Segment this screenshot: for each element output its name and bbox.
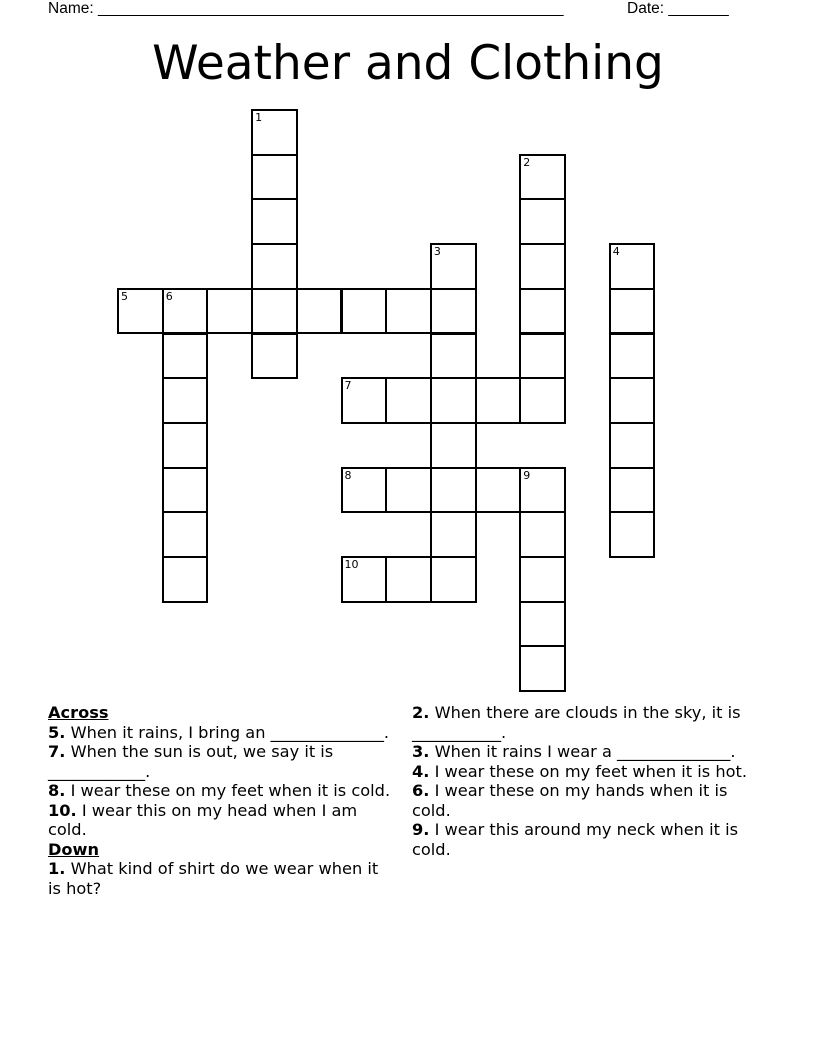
clue-text: What kind of shirt do we wear when it is hot?	[48, 859, 379, 898]
grid-cell[interactable]	[519, 288, 566, 335]
clue-number: 4.	[412, 761, 430, 781]
clue-text: I wear these on my feet when it is hot.	[434, 761, 748, 781]
grid-cell[interactable]	[519, 556, 566, 603]
clue-text: I wear these on my feet when it is cold.	[70, 781, 391, 800]
date-line[interactable]: Date: _______	[627, 0, 729, 17]
clue-number-label: 7	[344, 379, 352, 393]
grid-cell[interactable]	[430, 422, 477, 469]
clue-text: I wear these on my hands when it is cold.	[412, 781, 728, 820]
clues-left-column	[48, 703, 393, 898]
grid-cell[interactable]	[162, 556, 209, 603]
grid-cell[interactable]	[385, 288, 432, 335]
clue-number-label: 8	[344, 468, 352, 482]
grid-cell[interactable]	[341, 556, 388, 603]
clue-down-6	[412, 781, 757, 820]
grid-cell[interactable]	[430, 556, 477, 603]
grid-cell[interactable]	[519, 511, 566, 558]
grid-cell[interactable]	[609, 243, 656, 290]
clue-number-label: 2	[523, 155, 531, 169]
clue-number: 3.	[412, 742, 430, 761]
clue-number: 7.	[48, 742, 66, 761]
clue-down-4	[412, 762, 757, 782]
grid-cell[interactable]	[251, 109, 298, 156]
grid-cell[interactable]	[519, 377, 566, 424]
grid-cell[interactable]	[430, 243, 477, 290]
clue-text: When the sun is out, we say it is ____________.	[48, 742, 334, 781]
clue-number-label: 1	[255, 111, 263, 124]
grid-cell[interactable]	[475, 467, 522, 514]
clue-number: 8.	[48, 781, 66, 800]
grid-cell[interactable]	[430, 288, 477, 335]
grid-cell[interactable]	[341, 377, 388, 424]
clue-down-9	[412, 820, 757, 859]
clue-number: 1.	[48, 859, 66, 878]
down-heading: Down	[48, 839, 100, 859]
grid-cell[interactable]	[609, 422, 656, 469]
clue-number-label: 6	[165, 289, 173, 303]
grid-cell[interactable]	[430, 333, 477, 380]
grid-cell[interactable]	[251, 243, 298, 290]
grid-cell[interactable]	[519, 645, 566, 692]
grid-cell[interactable]	[430, 467, 477, 514]
clue-down-3	[412, 742, 757, 762]
clue-text: I wear this around my neck when it is cold.	[412, 820, 739, 859]
clue-text: When it rains I wear a ______________.	[434, 742, 736, 761]
clue-number: 6.	[412, 781, 430, 800]
grid-cell[interactable]	[430, 511, 477, 558]
clue-down-2	[412, 703, 757, 742]
clue-number: 2.	[412, 703, 430, 722]
grid-cell[interactable]	[341, 288, 388, 335]
clue-across-7	[48, 742, 393, 781]
grid-cell[interactable]	[162, 511, 209, 558]
page-title: Weather and Clothing	[152, 36, 664, 91]
grid-cell[interactable]	[206, 288, 253, 335]
grid-cell[interactable]	[519, 243, 566, 290]
clue-across-5	[48, 723, 393, 743]
clue-text: When there are clouds in the sky, it is ___________.	[412, 703, 741, 742]
grid-cell[interactable]	[385, 556, 432, 603]
grid-cell[interactable]	[519, 601, 566, 648]
grid-cell[interactable]	[385, 377, 432, 424]
clue-number-label: 9	[523, 468, 531, 482]
grid-cell[interactable]	[385, 467, 432, 514]
clue-text: When it rains, I bring an ______________.	[70, 722, 390, 742]
grid-cell[interactable]	[609, 377, 656, 424]
clues-right-column	[412, 703, 757, 859]
clue-down-1	[48, 859, 393, 898]
grid-cell[interactable]	[251, 333, 298, 380]
grid-cell[interactable]	[609, 511, 656, 558]
grid-cell[interactable]	[609, 288, 656, 335]
grid-cell[interactable]	[609, 333, 656, 380]
grid-cell[interactable]	[162, 377, 209, 424]
clue-number-label: 4	[612, 245, 620, 259]
clue-number: 9.	[412, 820, 430, 839]
clue-number-label: 5	[121, 289, 128, 303]
grid-cell[interactable]	[341, 467, 388, 514]
across-heading: Across	[48, 703, 109, 722]
grid-cell[interactable]	[296, 288, 343, 335]
grid-cell[interactable]	[609, 467, 656, 514]
name-line[interactable]: Name: ______________________________________________________	[48, 0, 564, 17]
grid-cell[interactable]	[251, 288, 298, 335]
grid-cell[interactable]	[519, 198, 566, 245]
clue-number: 5.	[48, 722, 66, 742]
clue-across-10	[48, 801, 393, 840]
grid-cell[interactable]	[162, 422, 209, 469]
clue-text: I wear this on my head when I am cold.	[48, 800, 358, 839]
grid-cell[interactable]	[519, 467, 566, 514]
grid-cell[interactable]	[519, 333, 566, 380]
grid-cell[interactable]	[162, 333, 209, 380]
grid-cell[interactable]	[162, 467, 209, 514]
grid-cell[interactable]	[430, 377, 477, 424]
clue-number-label: 10	[344, 558, 359, 571]
grid-cell[interactable]	[251, 154, 298, 201]
grid-cell[interactable]	[251, 198, 298, 245]
grid-cell[interactable]	[162, 288, 209, 335]
grid-cell[interactable]	[117, 288, 164, 335]
clue-number-label: 3	[433, 245, 441, 259]
grid-cell[interactable]	[475, 377, 522, 424]
clue-across-8	[48, 781, 393, 801]
clue-number: 10.	[48, 800, 77, 820]
grid-cell[interactable]	[519, 154, 566, 201]
